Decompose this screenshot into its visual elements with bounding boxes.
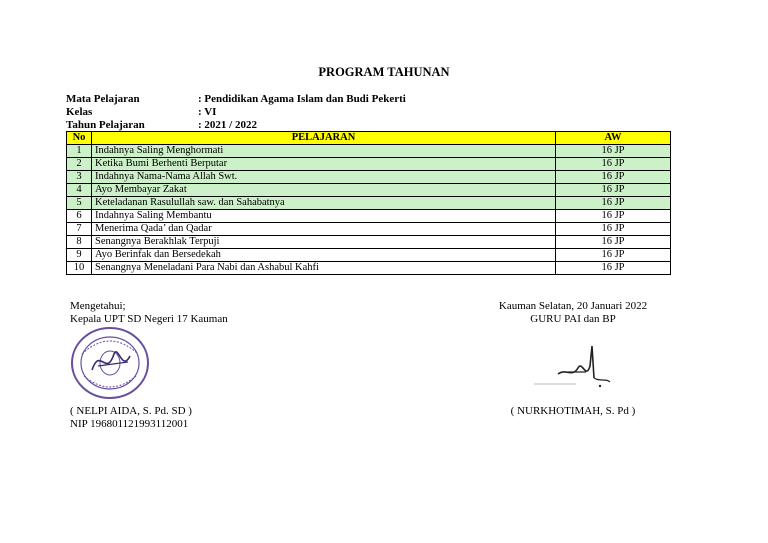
year-value: : 2021 / 2022 xyxy=(198,119,257,131)
row-aw: 16 JP xyxy=(556,236,671,249)
header-lesson: PELAJARAN xyxy=(92,132,556,145)
row-no: 2 xyxy=(67,158,92,171)
row-no: 3 xyxy=(67,171,92,184)
row-lesson: Ketika Bumi Berhenti Berputar xyxy=(92,158,556,171)
subject-value: : Pendidikan Agama Islam dan Budi Pekerti xyxy=(198,93,406,105)
row-lesson: Senangnya Berakhlak Terpuji xyxy=(92,236,556,249)
principal-nip: NIP 196801121993112001 xyxy=(70,418,189,430)
annual-program-table xyxy=(66,131,671,275)
header-aw: AW xyxy=(556,132,671,145)
right-signature-block xyxy=(488,300,658,326)
class-label: Kelas xyxy=(66,106,93,118)
page-title: PROGRAM TAHUNAN xyxy=(318,65,450,79)
row-lesson: Keteladanan Rasulullah saw. dan Sahabatnya xyxy=(92,197,556,210)
row-no: 5 xyxy=(67,197,92,210)
row-lesson: Menerima Qada’ dan Qadar xyxy=(92,223,556,236)
table-row xyxy=(67,249,671,262)
table-row xyxy=(67,236,671,249)
class-value: : VI xyxy=(198,106,217,118)
table-header-row xyxy=(67,132,671,145)
row-aw: 16 JP xyxy=(556,223,671,236)
row-no: 1 xyxy=(67,145,92,158)
row-no: 6 xyxy=(67,210,92,223)
table-row xyxy=(67,158,671,171)
table-row xyxy=(67,210,671,223)
row-lesson: Indahnya Saling Menghormati xyxy=(92,145,556,158)
row-aw: 16 JP xyxy=(556,145,671,158)
header-no: No xyxy=(67,132,92,145)
row-lesson: Indahnya Saling Membantu xyxy=(92,210,556,223)
table-row xyxy=(67,184,671,197)
teacher-title: GURU PAI dan BP xyxy=(530,313,616,325)
row-lesson: Indahnya Nama-Nama Allah Swt. xyxy=(92,171,556,184)
row-no: 7 xyxy=(67,223,92,236)
row-lesson: Ayo Berinfak dan Bersedekah xyxy=(92,249,556,262)
table-row xyxy=(67,223,671,236)
row-no: 8 xyxy=(67,236,92,249)
row-lesson: Ayo Membayar Zakat xyxy=(92,184,556,197)
teacher-signature xyxy=(528,338,624,399)
row-aw: 16 JP xyxy=(556,249,671,262)
row-aw: 16 JP xyxy=(556,210,671,223)
left-signatory xyxy=(70,405,192,431)
place-date: Kauman Selatan, 20 Januari 2022 xyxy=(498,300,648,312)
principal-title: Kepala UPT SD Negeri 17 Kauman xyxy=(70,313,228,325)
subject-label: Mata Pelajaran xyxy=(66,93,140,105)
row-lesson: Senangnya Meneladani Para Nabi dan Ashabul Kahfi xyxy=(92,262,556,275)
table-row xyxy=(67,145,671,158)
left-signature-block xyxy=(70,300,228,326)
year-label: Tahun Pelajaran xyxy=(66,119,145,131)
table-row xyxy=(67,262,671,275)
meta-info xyxy=(66,93,406,132)
row-aw: 16 JP xyxy=(556,184,671,197)
official-stamp xyxy=(70,326,152,405)
row-no: 9 xyxy=(67,249,92,262)
row-aw: 16 JP xyxy=(556,171,671,184)
acknowledged-label: Mengetahui; xyxy=(70,300,126,312)
row-no: 4 xyxy=(67,184,92,197)
row-aw: 16 JP xyxy=(556,158,671,171)
table-row xyxy=(67,197,671,210)
row-aw: 16 JP xyxy=(556,197,671,210)
teacher-name: ( NURKHOTIMAH, S. Pd ) xyxy=(510,405,636,417)
table-row xyxy=(67,171,671,184)
row-aw: 16 JP xyxy=(556,262,671,275)
row-no: 10 xyxy=(67,262,92,275)
principal-name: ( NELPI AIDA, S. Pd. SD ) xyxy=(70,405,192,417)
